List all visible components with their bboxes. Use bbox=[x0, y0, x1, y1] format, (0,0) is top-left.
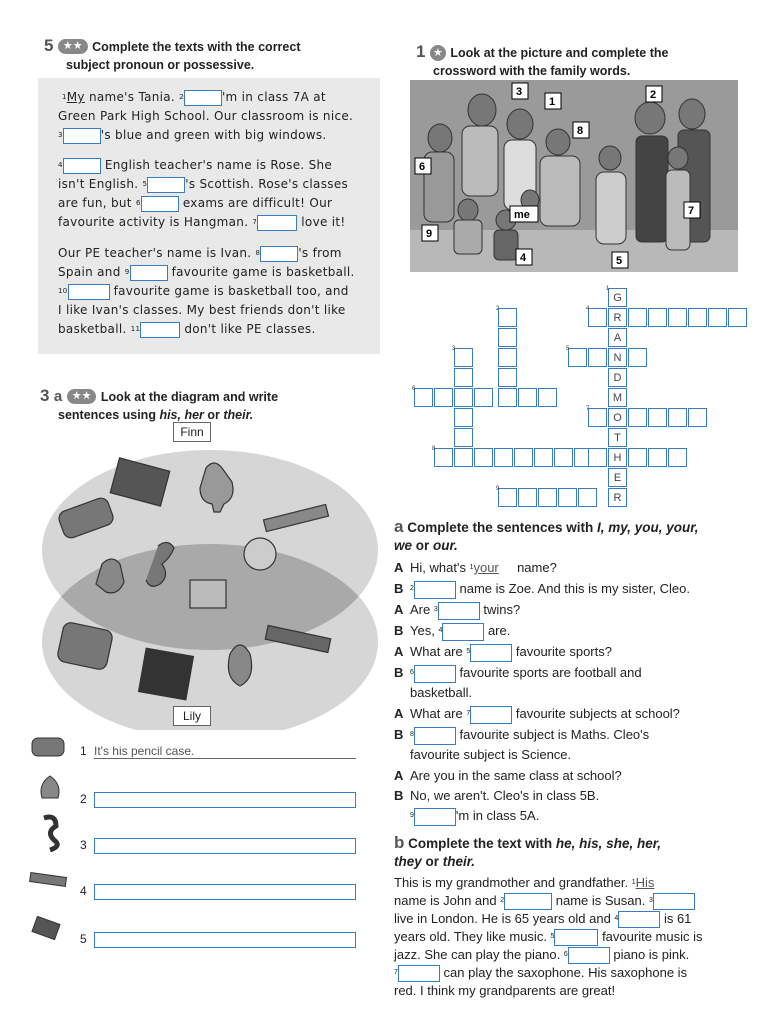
dialogue-text: favourite subjects at school? bbox=[512, 706, 680, 721]
gap-number: 4 bbox=[58, 161, 63, 169]
ex3a-instruction-line2: sentences using bbox=[58, 408, 160, 422]
ex5-text: love it! bbox=[297, 215, 346, 229]
gap-number: 5 bbox=[550, 932, 555, 940]
exa-title: Complete the sentences with bbox=[407, 520, 598, 535]
exb-text-line: can play the saxophone. His saxophone is bbox=[439, 964, 688, 980]
alien-toy-icon bbox=[228, 645, 251, 686]
crossword-cell[interactable] bbox=[568, 348, 587, 367]
venn-diagram-svg bbox=[40, 420, 380, 730]
ex5-text: English teacher's name is Rose. She bbox=[100, 158, 333, 172]
ex5-text: I like Ivan's classes. My best friends don't like bbox=[58, 303, 346, 317]
gap-number: 6 bbox=[563, 950, 568, 958]
exb-title-they: they bbox=[394, 854, 422, 869]
exa-title-we: we bbox=[394, 538, 413, 553]
gap-input-2[interactable] bbox=[184, 90, 222, 106]
speaker: A bbox=[394, 644, 404, 659]
exb-header bbox=[394, 834, 754, 871]
crossword-cell[interactable] bbox=[538, 388, 557, 407]
girl-face-icon bbox=[244, 538, 276, 570]
crossword-cell[interactable] bbox=[648, 408, 667, 427]
gap-input-8[interactable] bbox=[260, 246, 298, 262]
ex5-text-panel bbox=[38, 78, 380, 354]
gap-input-4[interactable] bbox=[442, 623, 484, 641]
exa-header bbox=[394, 518, 754, 555]
exb-text-line: jazz. She can play the piano. bbox=[394, 946, 564, 962]
ex5-text: favourite game is basketball. bbox=[167, 265, 355, 279]
ex3a-instruction-or: or bbox=[203, 408, 224, 422]
crossword-cell[interactable]: T bbox=[608, 428, 627, 447]
crossword-cell[interactable] bbox=[518, 488, 537, 507]
ex5-text: 's Scottish. Rose's classes bbox=[185, 177, 349, 191]
picture-label-5: 5 bbox=[616, 255, 623, 267]
exa-title-or: or bbox=[412, 538, 434, 553]
crossword-cell[interactable]: E bbox=[608, 468, 627, 487]
dialogue-text: What are bbox=[410, 706, 467, 721]
dialogue-text: twins? bbox=[479, 602, 521, 617]
crossword-cell[interactable] bbox=[498, 348, 517, 367]
crossword-cell[interactable] bbox=[688, 308, 707, 327]
ex3a-number: 3 bbox=[40, 386, 50, 405]
gap-number: 7 bbox=[394, 968, 398, 976]
ex5-text: favourite activity is Hangman. bbox=[58, 215, 253, 229]
exb-text-line: name is John and bbox=[394, 892, 501, 908]
crossword-cell[interactable]: M bbox=[608, 388, 627, 407]
speaker: A bbox=[394, 706, 404, 721]
dialogue-text: No, we aren't. Cleo's in class 5B. bbox=[410, 788, 600, 803]
crossword-cell[interactable] bbox=[708, 308, 727, 327]
ex3a-instruction-words: his, her bbox=[159, 408, 204, 422]
sentence-number: 5 bbox=[80, 932, 87, 946]
crossword-number-4: 4 bbox=[586, 306, 590, 312]
gap-input-10[interactable] bbox=[68, 284, 110, 300]
ruler-icon bbox=[28, 872, 68, 888]
pencil-case-icon bbox=[28, 734, 68, 760]
gap-input-4[interactable] bbox=[63, 158, 101, 174]
example-answer: His bbox=[635, 875, 655, 890]
dialogue-text: basketball. bbox=[410, 685, 473, 700]
dialogue-text: Hi, what's bbox=[410, 560, 470, 575]
picture-label-3: 3 bbox=[516, 86, 523, 98]
dialogue-text: Are you in the same class at school? bbox=[410, 768, 622, 783]
crossword-cell[interactable] bbox=[534, 448, 553, 467]
gap-input-5[interactable] bbox=[470, 644, 512, 662]
alien-toy-icon bbox=[36, 770, 64, 804]
dialogue-text: are. bbox=[484, 623, 511, 638]
exb-text bbox=[394, 874, 762, 999]
venn-diagram bbox=[40, 420, 380, 730]
speaker: B bbox=[394, 788, 404, 803]
gap-input-2[interactable] bbox=[414, 581, 456, 599]
crossword-cell[interactable] bbox=[498, 308, 517, 327]
gap-input-2[interactable] bbox=[504, 893, 552, 910]
crossword-cell[interactable] bbox=[588, 308, 607, 327]
family-illustration bbox=[410, 80, 738, 272]
exb-title-their: their. bbox=[442, 854, 476, 869]
crossword-cell[interactable]: N bbox=[608, 348, 627, 367]
crossword-cell[interactable] bbox=[648, 448, 667, 467]
gap-input-9[interactable] bbox=[130, 265, 168, 281]
sentence-input-3[interactable] bbox=[94, 838, 356, 854]
ex1-instruction-line2: crossword with the family words. bbox=[433, 64, 631, 78]
dialogue-text: favourite subject is Science. bbox=[410, 747, 572, 762]
gap-input-9[interactable] bbox=[414, 808, 456, 826]
crossword-cell[interactable] bbox=[628, 308, 647, 327]
crossword-cell[interactable] bbox=[498, 488, 517, 507]
sentence-number: 2 bbox=[80, 792, 87, 806]
gap-number: 5 bbox=[466, 648, 471, 655]
gap-number: 3 bbox=[648, 896, 653, 904]
crossword-cell[interactable] bbox=[518, 388, 537, 407]
crossword-cell[interactable]: D bbox=[608, 368, 627, 387]
dialogue-text: favourite sports are football and bbox=[455, 665, 642, 680]
crossword-cell[interactable] bbox=[728, 308, 747, 327]
sentence-number: 4 bbox=[80, 884, 87, 898]
gap-number: 7 bbox=[252, 218, 258, 226]
gap-number: 4 bbox=[438, 627, 443, 634]
ex3a-instruction-line1: Look at the diagram and write bbox=[100, 390, 279, 404]
exb-text-line: years old. They like music. bbox=[394, 928, 551, 944]
sentence-input-4[interactable] bbox=[94, 884, 356, 900]
dialogue-text: 'm in class 5A. bbox=[455, 808, 540, 823]
ex5-text: name's Tania. bbox=[84, 90, 180, 104]
crossword-cell[interactable] bbox=[454, 348, 473, 367]
speaker: B bbox=[394, 727, 404, 742]
exa-letter: a bbox=[394, 517, 404, 536]
gap-number: 9 bbox=[124, 268, 130, 276]
crossword bbox=[410, 286, 750, 514]
crossword-cell[interactable] bbox=[554, 448, 573, 467]
gap-input-7[interactable] bbox=[470, 706, 512, 724]
difficulty-stars-icon: ★★ bbox=[58, 39, 88, 54]
speaker: A bbox=[394, 602, 404, 617]
crossword-cell[interactable] bbox=[454, 428, 473, 447]
family-picture bbox=[410, 80, 738, 272]
picture-label-9: 9 bbox=[426, 228, 433, 240]
exb-title-words: he, his, she, her, bbox=[555, 836, 661, 851]
crossword-number-7: 7 bbox=[586, 406, 590, 412]
ex5-paragraph-2 bbox=[58, 156, 378, 232]
gap-input-3[interactable] bbox=[63, 128, 101, 144]
crossword-cell[interactable] bbox=[474, 388, 493, 407]
crossword-cell[interactable]: R bbox=[608, 488, 627, 507]
crossword-cell[interactable] bbox=[498, 328, 517, 347]
crossword-cell[interactable] bbox=[588, 448, 607, 467]
crossword-number-3: 3 bbox=[452, 346, 456, 352]
crossword-cell[interactable] bbox=[558, 488, 577, 507]
ex1-instruction-line1: Look at the picture and complete the bbox=[450, 46, 669, 60]
snake-icon bbox=[36, 812, 64, 852]
exb-title-or: or bbox=[421, 854, 443, 869]
crossword-cell[interactable] bbox=[454, 448, 473, 467]
gap-number: 1 bbox=[631, 879, 636, 886]
gap-input-5[interactable] bbox=[147, 177, 185, 193]
speaker: A bbox=[394, 560, 404, 575]
crossword-number-1: 1 bbox=[606, 286, 610, 292]
ex5-text: Spain and bbox=[58, 265, 125, 279]
ex1-header bbox=[416, 42, 746, 80]
dialogue-text: favourite sports? bbox=[512, 644, 612, 659]
ex5-paragraph-1: $^1$My name's Tania. $^2$ 'm in class 7A at Green Park High School. Our classroom is nice. $^3$ 's blue and green with big windows. bbox=[58, 88, 378, 145]
ex5-text: Our PE teacher's name is Ivan. bbox=[58, 246, 256, 260]
gap-number: 2 bbox=[179, 93, 184, 101]
crossword-cell[interactable] bbox=[628, 348, 647, 367]
speaker: B bbox=[394, 665, 404, 680]
notebook-icon bbox=[30, 916, 64, 940]
exb-text-line: favourite music is bbox=[598, 928, 703, 944]
speaker: B bbox=[394, 581, 404, 596]
gap-number: 3 bbox=[58, 131, 63, 139]
crossword-cell[interactable] bbox=[434, 388, 453, 407]
gap-input-6[interactable] bbox=[141, 196, 179, 212]
exb-text-line: live in London. He is 65 years old and bbox=[394, 910, 615, 926]
exb-letter: b bbox=[394, 833, 405, 852]
exb-text-line: name is Susan. bbox=[552, 892, 649, 908]
dialogue-text: Yes, bbox=[410, 623, 439, 638]
picture-label-me: me bbox=[514, 209, 530, 221]
picture-label-6: 6 bbox=[419, 161, 426, 173]
ex5-instruction-line1: Complete the texts with the correct bbox=[92, 40, 301, 54]
speaker: A bbox=[394, 768, 404, 783]
gap-number: 11 bbox=[130, 325, 141, 333]
example-answer: your bbox=[473, 560, 499, 575]
ex5-text: basketball. bbox=[58, 322, 131, 336]
gap-input-8[interactable] bbox=[414, 727, 456, 745]
exb-title: Complete the text with bbox=[408, 836, 556, 851]
ex5-text: isn't English. bbox=[58, 177, 143, 191]
exb-text-line: is 61 bbox=[660, 910, 692, 926]
gap-number: 6 bbox=[410, 669, 414, 676]
sentence-input-2[interactable] bbox=[94, 792, 356, 808]
exa-dialogue bbox=[394, 558, 764, 826]
sentence-input-5[interactable] bbox=[94, 932, 356, 948]
gap-number: 2 bbox=[410, 585, 414, 592]
notebook-dotted-icon bbox=[139, 648, 194, 700]
gap-number: 6 bbox=[135, 199, 141, 207]
label-lily: Lily bbox=[173, 706, 211, 726]
crossword-cell[interactable] bbox=[668, 448, 687, 467]
gap-number: 5 bbox=[142, 180, 148, 188]
crossword-number-2: 2 bbox=[496, 306, 500, 312]
difficulty-stars-icon: ★★ bbox=[67, 389, 97, 404]
ex5-text: 's from bbox=[298, 246, 342, 260]
gap-number: 9 bbox=[410, 812, 414, 819]
ex5-text: are fun, but bbox=[58, 196, 136, 210]
ex5-text: 's blue and green with big windows. bbox=[100, 128, 327, 142]
gap-number: 2 bbox=[500, 896, 505, 904]
difficulty-star-icon: ★ bbox=[430, 45, 446, 61]
gap-number: 3 bbox=[433, 606, 438, 613]
crossword-cell[interactable] bbox=[688, 408, 707, 427]
gap-input-6[interactable] bbox=[414, 665, 456, 683]
gap-number: 8 bbox=[410, 731, 414, 738]
crossword-cell[interactable] bbox=[668, 408, 687, 427]
gap-input-7[interactable] bbox=[257, 215, 297, 231]
dialogue-text: What are bbox=[410, 644, 467, 659]
crossword-cell[interactable] bbox=[454, 408, 473, 427]
crossword-cell[interactable] bbox=[628, 448, 647, 467]
gap-number: 1 bbox=[469, 564, 474, 571]
crossword-cell[interactable] bbox=[454, 388, 473, 407]
ex5-answer-example: My bbox=[66, 90, 85, 104]
gap-input-6[interactable] bbox=[568, 947, 610, 964]
exa-title-our: our. bbox=[433, 538, 458, 553]
crossword-cell[interactable] bbox=[474, 448, 493, 467]
crossword-cell[interactable] bbox=[668, 308, 687, 327]
ex5-paragraph-3 bbox=[58, 244, 378, 339]
crossword-cell[interactable] bbox=[434, 448, 453, 467]
ex5-instruction-line2: subject pronoun or possessive. bbox=[66, 58, 255, 72]
crossword-cell[interactable] bbox=[538, 488, 557, 507]
gap-input-7[interactable] bbox=[398, 965, 440, 982]
gap-number: 10 bbox=[58, 287, 68, 295]
gap-number: 7 bbox=[466, 710, 471, 717]
dialogue-text: Are bbox=[410, 602, 434, 617]
crossword-cell[interactable] bbox=[648, 308, 667, 327]
gap-input-3[interactable] bbox=[438, 602, 480, 620]
ex5-text: exams are difficult! Our bbox=[178, 196, 333, 210]
ex3a-letter: a bbox=[53, 388, 63, 405]
crossword-cell[interactable] bbox=[498, 368, 517, 387]
ex5-text: favourite game is basketball too, and bbox=[109, 284, 349, 298]
picture-label-2: 2 bbox=[650, 89, 657, 101]
ex5-header bbox=[44, 36, 374, 74]
ex5-text: 'm in class 7A at bbox=[221, 90, 326, 104]
ex3a-instruction-their: their. bbox=[223, 408, 254, 422]
sentence-number: 1 bbox=[80, 744, 87, 758]
exb-text-line: red. I think my grandparents are great! bbox=[394, 982, 616, 998]
crossword-cell[interactable]: G bbox=[608, 288, 627, 307]
sentence-number: 3 bbox=[80, 838, 87, 852]
ex3a-answers bbox=[26, 730, 366, 960]
crossword-number-5: 5 bbox=[566, 346, 570, 352]
crossword-cell[interactable] bbox=[494, 448, 513, 467]
crossword-cell[interactable] bbox=[454, 368, 473, 387]
ex3a-header bbox=[40, 386, 370, 424]
ex5-text: don't like PE classes. bbox=[180, 322, 316, 336]
crossword-cell[interactable]: O bbox=[608, 408, 627, 427]
crossword-number-8: 8 bbox=[432, 446, 436, 452]
exb-text-line: piano is pink. bbox=[609, 946, 690, 962]
dialogue-text: name? bbox=[513, 560, 557, 575]
crossword-cell[interactable] bbox=[578, 488, 597, 507]
gap-input-4[interactable] bbox=[618, 911, 660, 928]
dialogue-text: favourite subject is Maths. Cleo's bbox=[455, 727, 650, 742]
label-finn: Finn bbox=[173, 422, 211, 442]
picture-label-8: 8 bbox=[577, 125, 584, 137]
crossword-number-9: 9 bbox=[496, 486, 500, 492]
exb-text-line: This is my grandmother and grandfather. bbox=[394, 875, 632, 890]
crossword-cell[interactable]: H bbox=[608, 448, 627, 467]
crossword-cell[interactable] bbox=[588, 408, 607, 427]
sentence-example: It's his pencil case. bbox=[94, 744, 356, 759]
gap-input-3[interactable] bbox=[653, 893, 695, 910]
ex1-number: 1 bbox=[416, 42, 426, 61]
calculator-icon bbox=[190, 580, 226, 608]
crossword-cell[interactable] bbox=[498, 388, 517, 407]
exa-title-words: I, my, you, your, bbox=[597, 520, 699, 535]
picture-label-4: 4 bbox=[520, 252, 527, 264]
gap-number: 8 bbox=[255, 249, 261, 257]
crossword-cell[interactable]: A bbox=[608, 328, 627, 347]
crossword-number-6: 6 bbox=[412, 386, 416, 392]
ex5-number: 5 bbox=[44, 36, 54, 55]
picture-label-1: 1 bbox=[549, 96, 556, 108]
gap-number: 4 bbox=[614, 914, 619, 922]
crossword-cell[interactable] bbox=[628, 408, 647, 427]
gap-input-11[interactable] bbox=[140, 322, 180, 338]
dialogue-text: name is Zoe. And this is my sister, Cleo. bbox=[455, 581, 690, 596]
crossword-cell[interactable] bbox=[588, 348, 607, 367]
gap-input-5[interactable] bbox=[554, 929, 598, 946]
picture-label-7: 7 bbox=[688, 205, 695, 217]
crossword-cell[interactable] bbox=[514, 448, 533, 467]
crossword-cell[interactable] bbox=[414, 388, 433, 407]
crossword-cell[interactable]: R bbox=[608, 308, 627, 327]
ex5-text: Green Park High School. Our classroom is nice. bbox=[58, 109, 354, 123]
speaker: B bbox=[394, 623, 404, 638]
